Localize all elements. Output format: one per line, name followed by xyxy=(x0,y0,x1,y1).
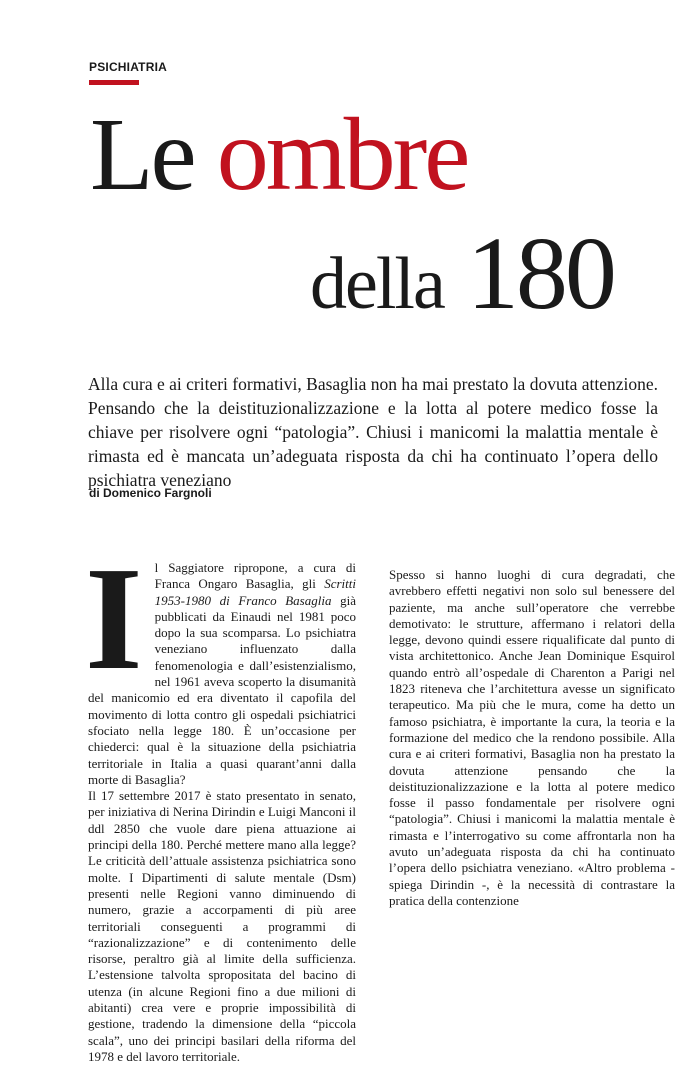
section-accent-rule xyxy=(89,80,139,85)
byline: di Domenico Fargnoli xyxy=(89,486,212,500)
paragraph-2: Il 17 settembre 2017 è stato presentato in senato, per iniziativa di Nerina Dirindin e Luigi Manconi il ddl 2850 che vuole dare piena attuazione ai principi della 180. Perché mettere mano alla legge? Le criticità dell’attuale assistenza psichiatrica sono molte. I Dipartimenti di salute mentale (Dsm) presenti nelle Regioni vanno diminuendo di numero, grazie a accorpamenti di più aree territoriali conseguenti a programmi di “razionalizzazione” e di contenimento delle risorse, peraltro già al limite della sufficienza. L’estensione talvolta spropositata del bacino di utenza (in alcune Regioni fino a due milioni di abitanti) crea vere e proprie impossibilità di gestione, tradendo la dimensione della “piccola scala”, uno dei principi basilari della riforma del 1978 e del lavoro territoriale. xyxy=(88,788,356,1064)
paragraph-1-text-b: già pubblicati da Einaudi nel 1981 poco dopo la sua scomparsa. Lo psichiatra veneziano influenzato dalla fenomenologia e dall’esistenzialismo, nel 1961 aveva scoperto la disumanità del manicomio ed era diventato il capofila del movimento di lotta contro gli ospedali psichiatrici sfociato nella legge 180. È un’occasione per chiederci: qual è la situazione della psichiatria territoriale in Italia a quasi quarant’anni dalla morte di Basaglia? xyxy=(88,592,356,787)
headline-word-della: della xyxy=(310,243,444,325)
book-title: Scritti 1953-1980 di Franco Basaglia xyxy=(154,576,356,608)
headline-word-le: Le xyxy=(90,97,194,212)
headline-line-2 xyxy=(310,216,614,331)
paragraph-3: Spesso si hanno luoghi di cura degradati, che avrebbero effetti negativi non solo sul benessere del paziente, ma anche sull’operatore che verrebbe demotivato: le strutture, affermano i relatori della legge, devono quindi essere riqualificate dal punto di vista architettonico. Anche Jean Dominique Esquirol quando entrò all’ospedale di Charenton a Parigi nel 1823 riteneva che l’architettura avesse un significato terapeutico. Ma più che le mura, come ha detto un famoso psichiatra, è importante la cura, la teoria e la formazione del medico che la rendono possibile. Alla cura e ai criteri formativi, Basaglia non ha prestato la dovuta attenzione pensando che la deistituzionalizzazione e la lotta al potere medico fosse il passo fondamentale per risolvere ogni “patologia”. Chiusi i manicomi la malattia mentale è rimasta e l’interrogativo su come affrontarla non ha avuto un’adeguata risposta da chi ha continuato l’opera dello psichiatra veneziano. «Altro problema - spiega Dirindin -, è la necessità di contrastare la pratica della contenzione xyxy=(389,567,675,908)
article-column-left xyxy=(85,537,356,1065)
headline-word-ombre: ombre xyxy=(216,97,468,212)
headline-line-1 xyxy=(90,97,468,212)
standfirst: Alla cura e ai criteri formativi, Basaglia non ha mai prestato la dovuta attenzione. Pensando che la deistituzionalizzazione e la lotta al potere medico fosse la chiave per risolvere ogni “patologia”. Chiusi i manicomi la malattia mentale è rimasta ed è mancata un’adeguata risposta da chi ha continuato l’opera dello psichiatra veneziano xyxy=(88,374,658,490)
section-label: PSICHIATRIA xyxy=(89,60,167,74)
headline-word-180: 180 xyxy=(466,216,614,331)
paragraph-1-text-a: l Saggiatore ripropone, a cura di Franca Ongaro Basaglia, gli xyxy=(154,560,356,592)
paragraph-1 xyxy=(85,537,356,788)
article-column-right xyxy=(389,567,675,909)
drop-cap: I xyxy=(85,537,143,701)
